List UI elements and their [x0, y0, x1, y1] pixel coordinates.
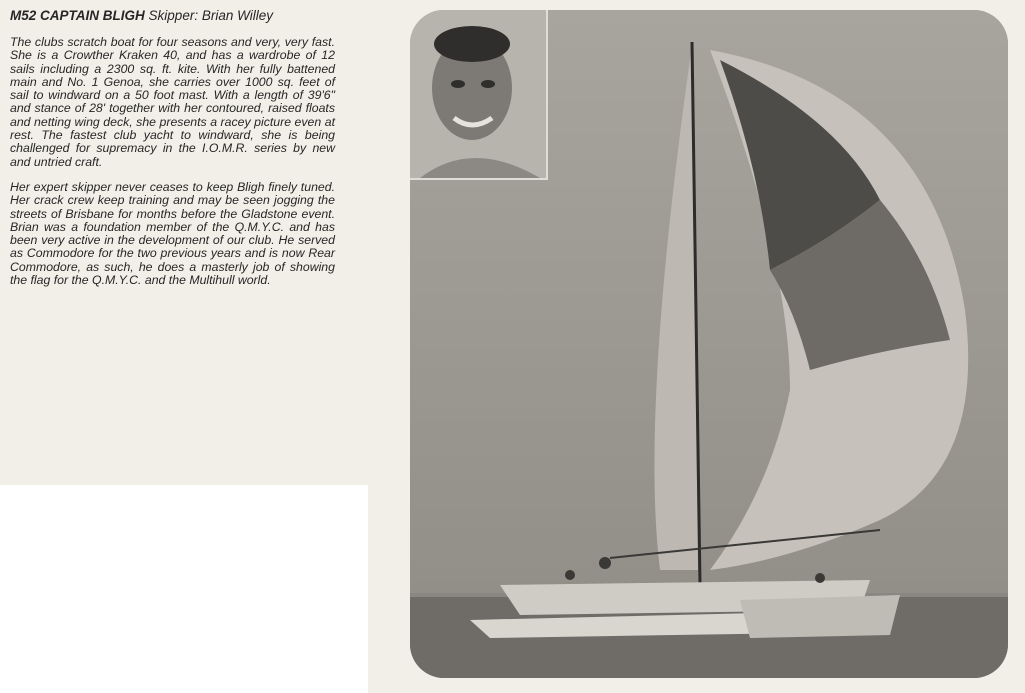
skipper-credit: Skipper: Brian Willey	[148, 8, 273, 23]
blank-area	[0, 485, 368, 693]
article-text	[10, 8, 335, 299]
catamaran-photo	[410, 10, 1008, 678]
paragraph-skipper: Her expert skipper never ceases to keep Bligh finely tuned. Her crack crew keep training and may be seen jogging the streets of Brisbane for months before the Gladstone event. Brian was a foundation member of the Q.M.Y.C. and has been very active in the development of our club. He served as Commodore for the two previous years and is now Rear Commodore, as such, he does a masterly job of showing the flag for the Q.M.Y.C. and the Multihull world.	[10, 179, 335, 288]
skipper-face-illustration	[410, 10, 546, 178]
boat-name: CAPTAIN BLIGH	[40, 8, 145, 23]
skipper-portrait	[410, 10, 548, 180]
paragraph-boat: The clubs scratch boat for four seasons and very, very fast. She is a Crowther Kraken 40, and has a wardrobe of 12 sails including a 2300 sq. ft. kite. With her fully battened main and No. 1 Genoa, she carries over 1000 sq. feet of sail to windward on a 50 foot mast. With a length of 39'6" and stance of 28' together with her contoured, raised floats and netting wing deck, she presents a racey picture even at rest. The fastest club yacht to windward, she is being challenged for supremacy in the I.O.M.R. series by new and untried craft.	[10, 35, 335, 169]
article-title	[10, 8, 335, 24]
boat-number: M52	[10, 8, 37, 23]
